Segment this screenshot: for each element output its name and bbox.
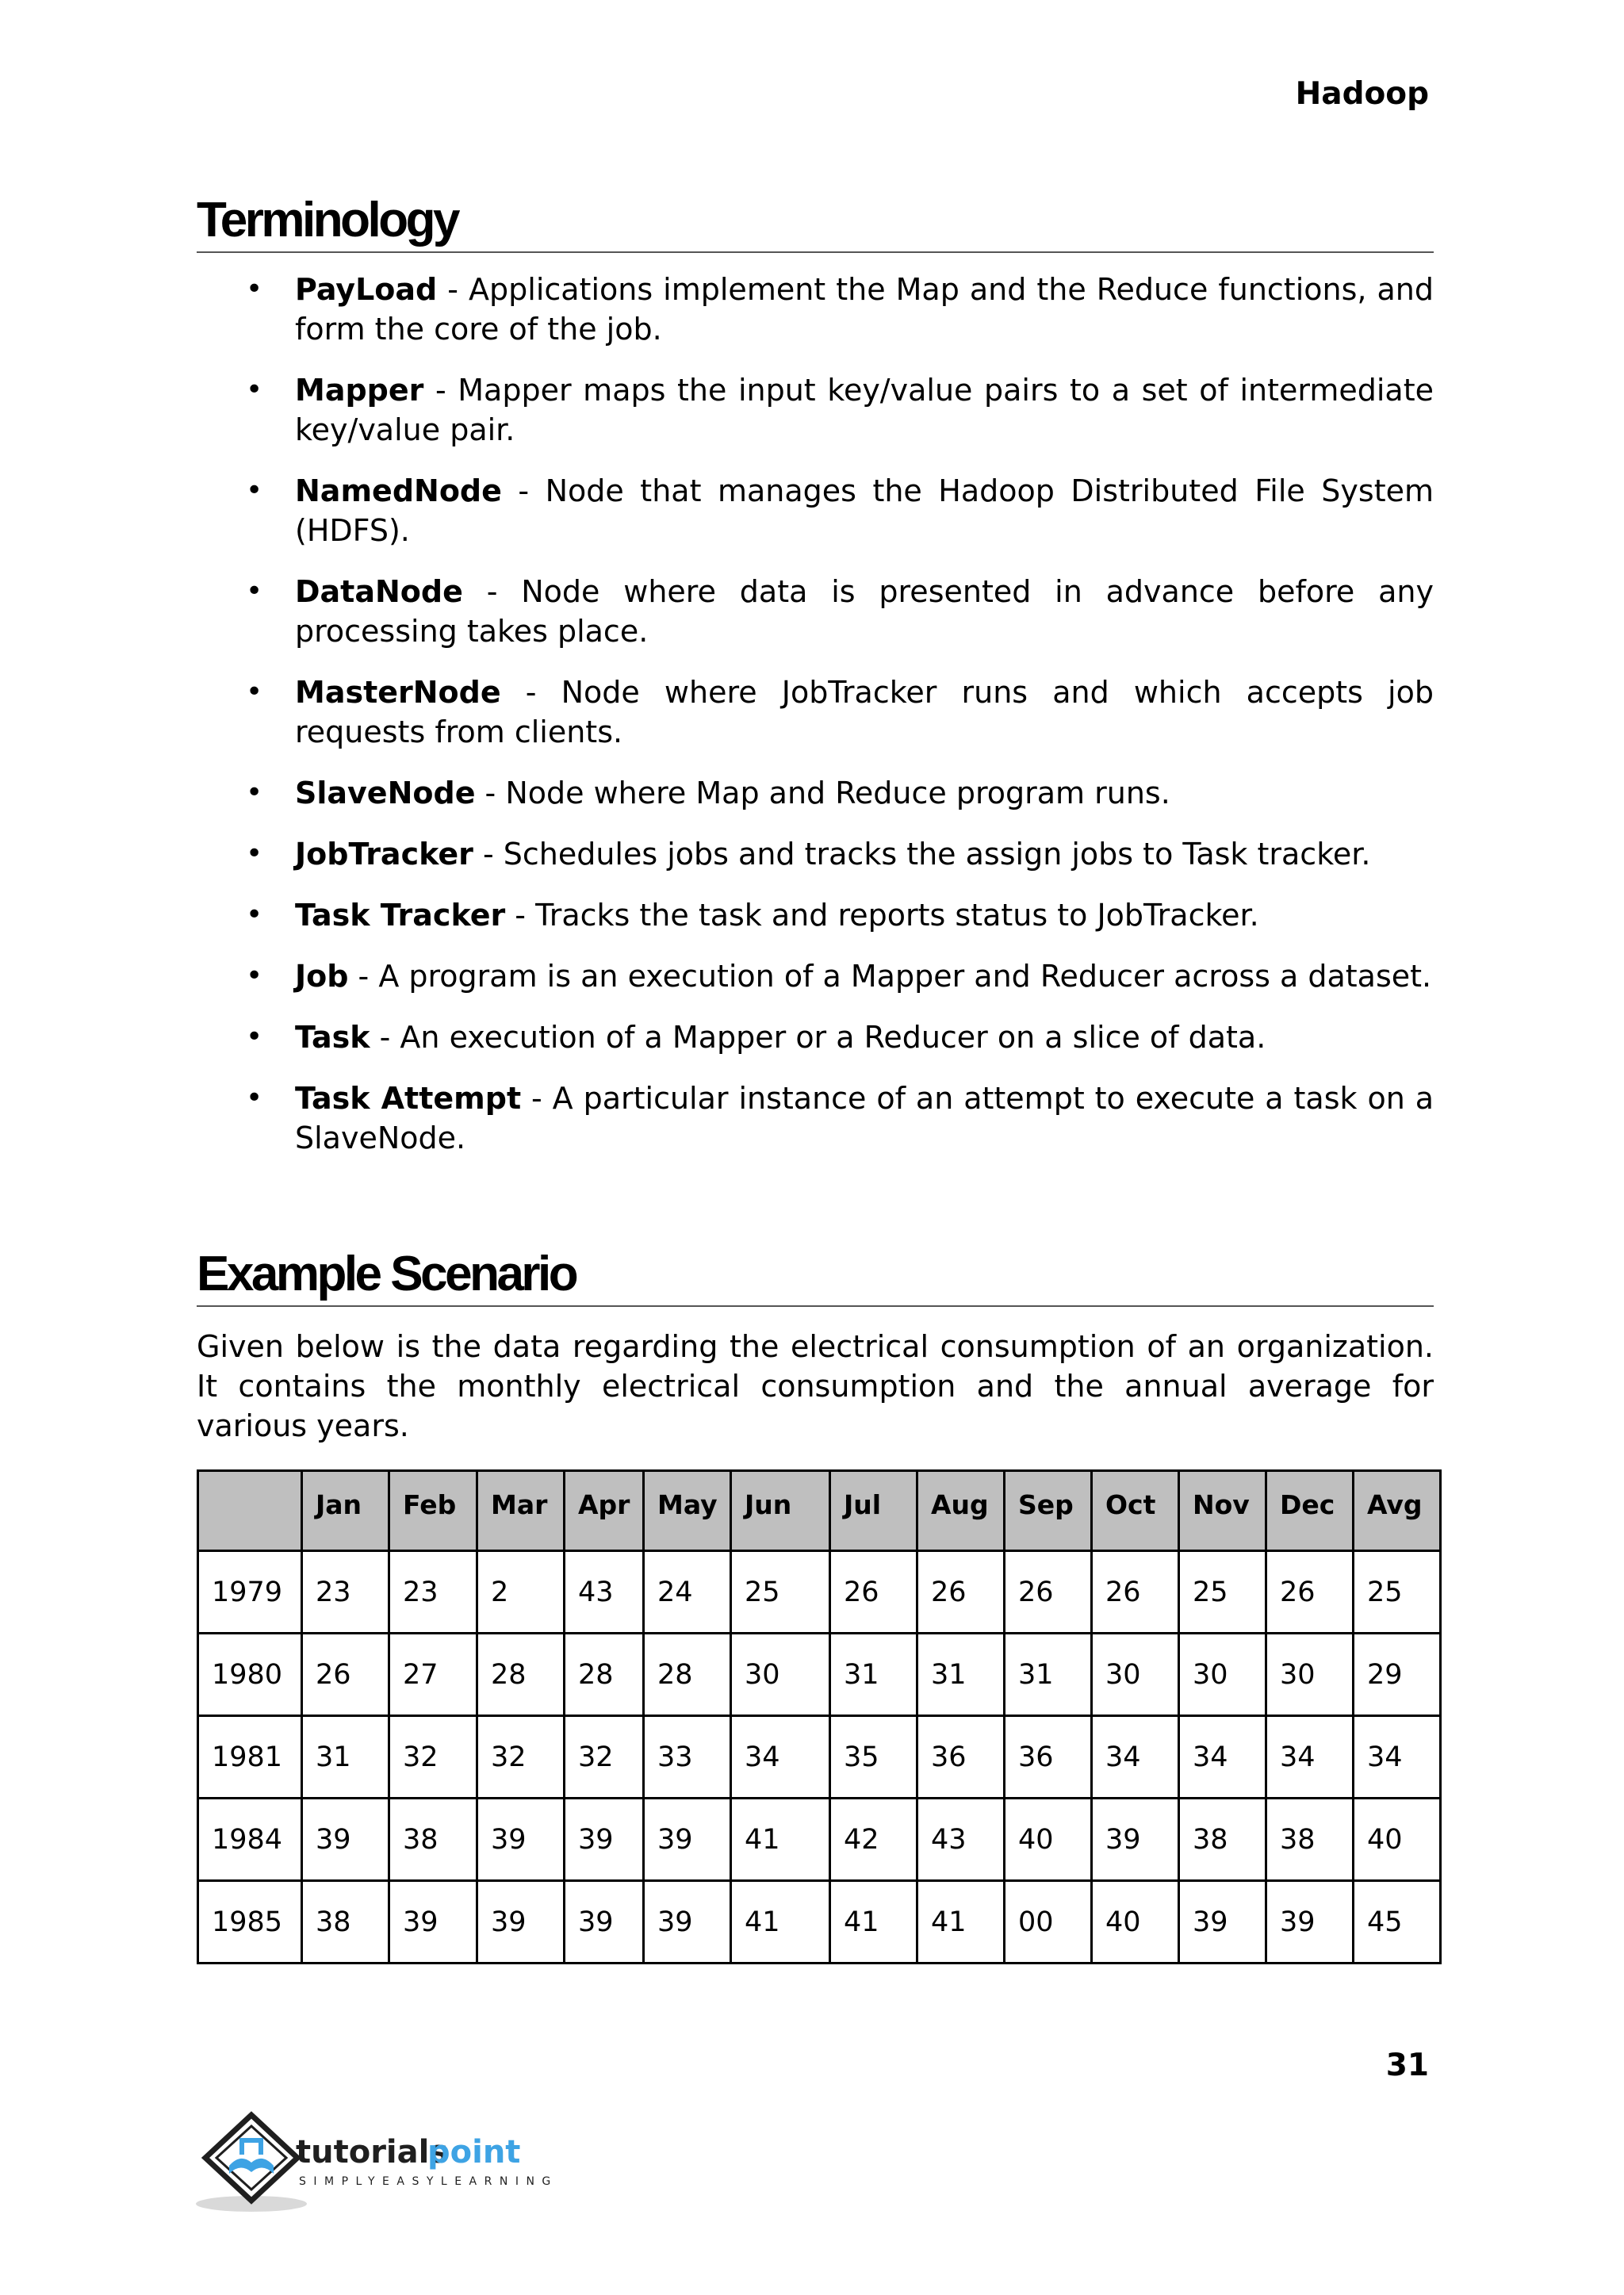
logo-wordmark-point: point bbox=[427, 2134, 521, 2170]
term-definition: - Applications implement the Map and the Reduce functions, and form the core of the job. bbox=[295, 272, 1434, 347]
table-body bbox=[198, 1551, 1441, 1964]
table-header-corner bbox=[198, 1471, 302, 1551]
table-header-row bbox=[198, 1471, 1441, 1551]
bullet-icon: • bbox=[246, 1082, 263, 1114]
table-cell: 43 bbox=[565, 1551, 644, 1634]
table-cell: 31 bbox=[917, 1634, 1005, 1716]
table-header-cell: Nov bbox=[1179, 1471, 1266, 1551]
table-cell: 23 bbox=[389, 1551, 477, 1634]
table-header-cell: Feb bbox=[389, 1471, 477, 1551]
table-cell: 41 bbox=[830, 1881, 917, 1964]
table-cell: 30 bbox=[1179, 1634, 1266, 1716]
table-cell: 25 bbox=[731, 1551, 830, 1634]
table-cell: 34 bbox=[1266, 1716, 1354, 1799]
table-header-cell: Sep bbox=[1005, 1471, 1092, 1551]
table-cell: 38 bbox=[1179, 1799, 1266, 1881]
table-cell: 40 bbox=[1005, 1799, 1092, 1881]
term-name: Task bbox=[295, 1020, 370, 1055]
table-cell: 34 bbox=[1179, 1716, 1266, 1799]
table-cell: 43 bbox=[917, 1799, 1005, 1881]
table-cell: 34 bbox=[1354, 1716, 1441, 1799]
bullet-icon: • bbox=[246, 575, 263, 607]
table-cell: 39 bbox=[477, 1799, 565, 1881]
tutorialspoint-logo bbox=[194, 2105, 567, 2216]
table-row bbox=[198, 1551, 1441, 1634]
table-cell: 26 bbox=[302, 1634, 389, 1716]
table-cell: 23 bbox=[302, 1551, 389, 1634]
term-definition: - Node where Map and Reduce program runs. bbox=[475, 776, 1170, 810]
section-heading-terminology bbox=[197, 192, 1434, 253]
table-cell: 28 bbox=[644, 1634, 731, 1716]
table-row bbox=[198, 1799, 1441, 1881]
table-cell: 39 bbox=[477, 1881, 565, 1964]
table-cell: 36 bbox=[917, 1716, 1005, 1799]
table-cell: 28 bbox=[477, 1634, 565, 1716]
table-cell: 39 bbox=[1092, 1799, 1179, 1881]
table-header-cell: Avg bbox=[1354, 1471, 1441, 1551]
term-item bbox=[197, 834, 1434, 874]
bullet-icon: • bbox=[246, 374, 263, 406]
term-item bbox=[197, 895, 1434, 935]
term-item bbox=[197, 956, 1434, 996]
logo-tagline: SIMPLYEASYLEARNING bbox=[299, 2175, 558, 2188]
table-cell: 29 bbox=[1354, 1634, 1441, 1716]
heading-text: Example Scenario bbox=[197, 1247, 576, 1301]
table-cell: 39 bbox=[1179, 1881, 1266, 1964]
term-definition: - Schedules jobs and tracks the assign jobs to Task tracker. bbox=[473, 837, 1371, 872]
table-cell: 41 bbox=[731, 1881, 830, 1964]
table-cell: 26 bbox=[917, 1551, 1005, 1634]
term-name: Task Attempt bbox=[295, 1081, 522, 1116]
table-cell: 32 bbox=[389, 1716, 477, 1799]
table-cell: 33 bbox=[644, 1716, 731, 1799]
example-intro-paragraph: Given below is the data regarding the electrical consumption of an organization. It contains the monthly electrical consumption and the annual average for various years. bbox=[197, 1329, 1434, 1443]
term-definition: - Mapper maps the input key/value pairs to a set of intermediate key/value pair. bbox=[295, 373, 1434, 447]
term-item bbox=[197, 1079, 1434, 1158]
term-name: DataNode bbox=[295, 574, 463, 609]
page-number: 31 bbox=[1385, 2048, 1429, 2083]
logo-diamond bbox=[205, 2115, 297, 2201]
table-cell: 38 bbox=[302, 1881, 389, 1964]
table-cell: 41 bbox=[917, 1881, 1005, 1964]
table-cell: 31 bbox=[830, 1634, 917, 1716]
table-cell: 40 bbox=[1092, 1881, 1179, 1964]
bullet-icon: • bbox=[246, 837, 263, 870]
heading-text: Terminology bbox=[197, 193, 458, 247]
terminology-list bbox=[197, 270, 1434, 1179]
term-name: Task Tracker bbox=[295, 898, 506, 933]
bullet-icon: • bbox=[246, 776, 263, 809]
table-cell: 38 bbox=[1266, 1799, 1354, 1881]
term-name: JobTracker bbox=[295, 837, 473, 872]
term-name: NamedNode bbox=[295, 473, 502, 508]
table-cell: 39 bbox=[644, 1799, 731, 1881]
table-row bbox=[198, 1716, 1441, 1799]
table-cell: 00 bbox=[1005, 1881, 1092, 1964]
term-name: SlaveNode bbox=[295, 776, 476, 810]
term-definition: - Node where JobTracker runs and which accepts job requests from clients. bbox=[295, 675, 1434, 749]
bullet-icon: • bbox=[246, 1021, 263, 1053]
table-cell: 24 bbox=[644, 1551, 731, 1634]
row-year-cell: 1984 bbox=[198, 1799, 302, 1881]
table-cell: 39 bbox=[1266, 1881, 1354, 1964]
table-cell: 39 bbox=[644, 1881, 731, 1964]
bullet-icon: • bbox=[246, 273, 263, 305]
table-cell: 26 bbox=[1092, 1551, 1179, 1634]
table-header-cell: Dec bbox=[1266, 1471, 1354, 1551]
table-cell: 2 bbox=[477, 1551, 565, 1634]
table-header-cell: Aug bbox=[917, 1471, 1005, 1551]
table-cell: 30 bbox=[1092, 1634, 1179, 1716]
row-year-cell: 1985 bbox=[198, 1881, 302, 1964]
table-cell: 28 bbox=[565, 1634, 644, 1716]
table-cell: 31 bbox=[302, 1716, 389, 1799]
row-year-cell: 1979 bbox=[198, 1551, 302, 1634]
table-cell: 39 bbox=[565, 1881, 644, 1964]
table-header-cell: May bbox=[644, 1471, 731, 1551]
bullet-icon: • bbox=[246, 474, 263, 507]
table-cell: 30 bbox=[1266, 1634, 1354, 1716]
table-header-cell: Apr bbox=[565, 1471, 644, 1551]
term-item bbox=[197, 370, 1434, 450]
row-year-cell: 1980 bbox=[198, 1634, 302, 1716]
table-cell: 41 bbox=[731, 1799, 830, 1881]
bullet-icon: • bbox=[246, 676, 263, 708]
table-cell: 25 bbox=[1179, 1551, 1266, 1634]
table-row bbox=[198, 1881, 1441, 1964]
table-cell: 34 bbox=[731, 1716, 830, 1799]
table-cell: 26 bbox=[830, 1551, 917, 1634]
term-definition: - A particular instance of an attempt to execute a task on a SlaveNode. bbox=[295, 1081, 1434, 1155]
term-name: PayLoad bbox=[295, 272, 438, 307]
term-item bbox=[197, 572, 1434, 651]
logo-wordmark-tutorials: tutorials bbox=[296, 2134, 449, 2170]
table-cell: 26 bbox=[1005, 1551, 1092, 1634]
term-definition: - Node that manages the Hadoop Distributed File System (HDFS). bbox=[295, 473, 1434, 548]
term-name: Mapper bbox=[295, 373, 424, 408]
table-cell: 25 bbox=[1354, 1551, 1441, 1634]
term-item bbox=[197, 1017, 1434, 1057]
table-cell: 32 bbox=[477, 1716, 565, 1799]
table-header-cell: Jun bbox=[731, 1471, 830, 1551]
term-name: Job bbox=[295, 959, 349, 994]
table-cell: 35 bbox=[830, 1716, 917, 1799]
bullet-icon: • bbox=[246, 960, 263, 992]
table-row bbox=[198, 1634, 1441, 1716]
table-cell: 27 bbox=[389, 1634, 477, 1716]
table-cell: 31 bbox=[1005, 1634, 1092, 1716]
table-cell: 39 bbox=[389, 1881, 477, 1964]
term-definition: - An execution of a Mapper or a Reducer on a slice of data. bbox=[370, 1020, 1266, 1055]
table-header-cell: Jul bbox=[830, 1471, 917, 1551]
table-cell: 34 bbox=[1092, 1716, 1179, 1799]
term-definition: - Tracks the task and reports status to JobTracker. bbox=[505, 898, 1259, 933]
consumption-table bbox=[197, 1469, 1442, 1964]
table-cell: 30 bbox=[731, 1634, 830, 1716]
row-year-cell: 1981 bbox=[198, 1716, 302, 1799]
term-item bbox=[197, 270, 1434, 349]
table-cell: 42 bbox=[830, 1799, 917, 1881]
table-header-cell: Oct bbox=[1092, 1471, 1179, 1551]
table-header-cell: Mar bbox=[477, 1471, 565, 1551]
term-name: MasterNode bbox=[295, 675, 501, 710]
table-cell: 40 bbox=[1354, 1799, 1441, 1881]
table-cell: 38 bbox=[389, 1799, 477, 1881]
table-cell: 36 bbox=[1005, 1716, 1092, 1799]
term-item bbox=[197, 773, 1434, 813]
bullet-icon: • bbox=[246, 898, 263, 931]
term-definition: - A program is an execution of a Mapper and Reducer across a dataset. bbox=[348, 959, 1432, 994]
table-cell: 45 bbox=[1354, 1881, 1441, 1964]
table-cell: 39 bbox=[302, 1799, 389, 1881]
term-item bbox=[197, 471, 1434, 550]
section-heading-example-scenario bbox=[197, 1246, 1434, 1307]
term-definition: - Node where data is presented in advance before any processing takes place. bbox=[295, 574, 1434, 649]
running-header: Hadoop bbox=[1295, 76, 1429, 112]
table-header-cell: Jan bbox=[302, 1471, 389, 1551]
table-cell: 39 bbox=[565, 1799, 644, 1881]
term-item bbox=[197, 672, 1434, 752]
table-cell: 32 bbox=[565, 1716, 644, 1799]
table-cell: 26 bbox=[1266, 1551, 1354, 1634]
